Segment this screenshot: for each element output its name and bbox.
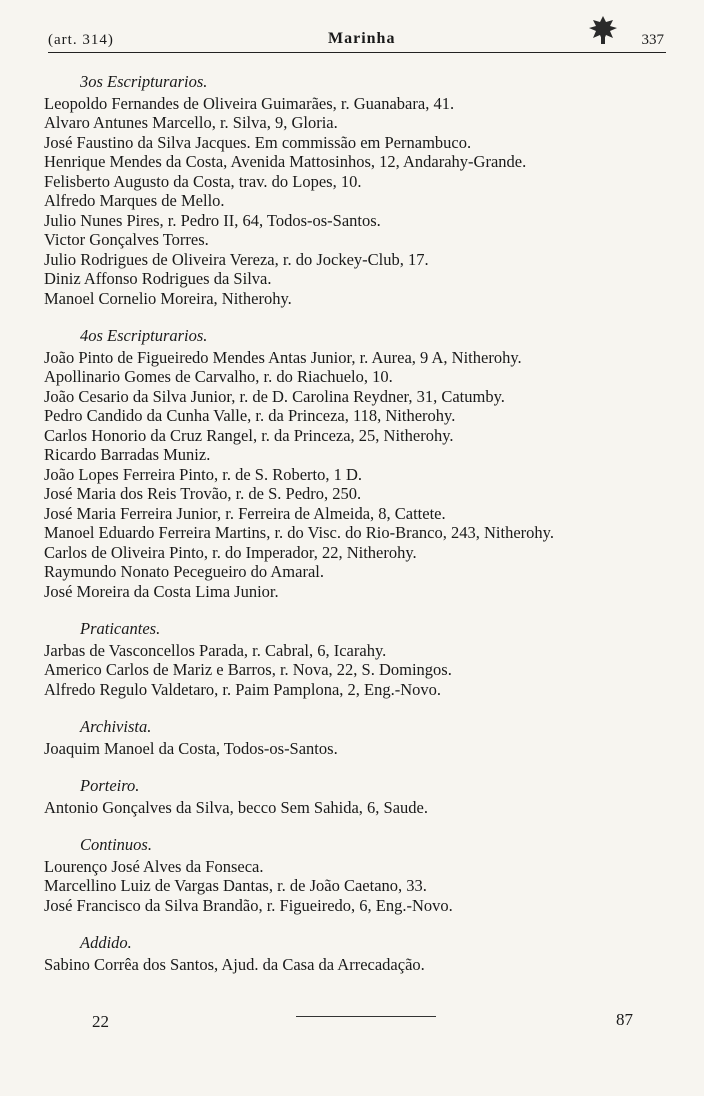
entry-line: José Faustino da Silva Jacques. Em commissão em Pernambuco.: [44, 132, 472, 152]
entry-line: Ricardo Barradas Muniz.: [44, 445, 211, 464]
entry-line: Jarbas de Vasconcellos Parada, r. Cabral, 6, Icarahy.: [44, 640, 387, 660]
section-heading: Praticantes.: [80, 619, 161, 638]
section: [44, 835, 684, 915]
entry-line: Alfredo Regulo Valdetaro, r. Paim Pamplona, 2, Eng.-Novo.: [44, 679, 442, 699]
entry-line: Lourenço José Alves da Fonseca.: [44, 856, 264, 876]
entry-line: Alvaro Antunes Marcello, r. Silva, 9, Gloria.: [44, 113, 338, 132]
article-reference: (art. 314): [48, 32, 114, 48]
entry-line: Marcellino Luiz de Vargas Dantas, r. de João Caetano, 33.: [44, 876, 427, 895]
entry-line: Alfredo Marques de Mello.: [44, 191, 225, 210]
entry-line: Apollinario Gomes de Carvalho, r. do Riachuelo, 10.: [44, 367, 393, 386]
entry-line: Sabino Corrêa dos Santos, Ajud. da Casa da Arrecadação.: [44, 954, 425, 974]
entry-line: José Maria Ferreira Junior, r. Ferreira de Almeida, 8, Cattete.: [44, 503, 446, 523]
entry-line: Felisberto Augusto da Costa, trav. do Lopes, 10.: [44, 171, 362, 191]
emblem-icon: [586, 14, 620, 46]
entry-line: Pedro Candido da Cunha Valle, r. da Princeza, 118, Nitherohy.: [44, 406, 456, 425]
entry-line: Carlos Honorio da Cruz Rangel, r. da Princeza, 25, Nitherohy.: [44, 425, 454, 445]
header-rule: [48, 52, 666, 53]
entry-line: Raymundo Nonato Pecegueiro do Amaral.: [44, 562, 324, 581]
section: [44, 619, 684, 699]
entry-line: Americo Carlos de Mariz e Barros, r. Nova, 22, S. Domingos.: [44, 660, 452, 679]
section: [44, 72, 684, 308]
entry-line: Joaquim Manoel da Costa, Todos-os-Santos.: [44, 738, 338, 758]
entry-line: Victor Gonçalves Torres.: [44, 230, 209, 249]
entry-line: Carlos de Oliveira Pinto, r. do Imperador, 22, Nitherohy.: [44, 542, 417, 562]
entry-line: Manoel Eduardo Ferreira Martins, r. do Visc. do Rio-Branco, 243, Nitherohy.: [44, 523, 554, 542]
entry-line: Manoel Cornelio Moreira, Nitherohy.: [44, 288, 292, 308]
entry-line: João Pinto de Figueiredo Mendes Antas Junior, r. Aurea, 9 A, Nitherohy.: [44, 347, 522, 367]
entry-line: José Maria dos Reis Trovão, r. de S. Pedro, 250.: [44, 484, 362, 503]
signature-mark: 22: [92, 1012, 109, 1031]
section-heading: Archivista.: [80, 717, 152, 736]
page-title: Marinha: [328, 30, 396, 47]
entry-line: Julio Nunes Pires, r. Pedro II, 64, Todos-os-Santos.: [44, 210, 381, 230]
sheet-number: 87: [616, 1010, 633, 1029]
entry-line: Leopoldo Fernandes de Oliveira Guimarães, r. Guanabara, 41.: [44, 93, 455, 113]
section: [44, 717, 684, 758]
section-heading: 4os Escripturarios.: [80, 326, 208, 345]
section-heading: Continuos.: [80, 835, 152, 854]
section-heading: Porteiro.: [80, 776, 140, 795]
entry-line: João Cesario da Silva Junior, r. de D. Carolina Reydner, 31, Catumby.: [44, 386, 505, 406]
entry-line: José Moreira da Costa Lima Junior.: [44, 581, 279, 601]
section-heading: 3os Escripturarios.: [80, 72, 208, 91]
entry-line: Diniz Affonso Rodrigues da Silva.: [44, 269, 272, 288]
footer-rule: [296, 1016, 436, 1017]
entry-line: João Lopes Ferreira Pinto, r. de S. Roberto, 1 D.: [44, 464, 363, 484]
entry-line: Henrique Mendes da Costa, Avenida Mattosinhos, 12, Andarahy-Grande.: [44, 152, 527, 171]
page-body: [44, 72, 684, 992]
section: [44, 326, 684, 601]
entry-line: José Francisco da Silva Brandão, r. Figueiredo, 6, Eng.-Novo.: [44, 895, 453, 915]
entry-line: Antonio Gonçalves da Silva, becco Sem Sahida, 6, Saude.: [44, 797, 429, 817]
page-number: 337: [641, 32, 664, 48]
entry-line: Julio Rodrigues de Oliveira Vereza, r. do Jockey-Club, 17.: [44, 249, 429, 269]
section-heading: Addido.: [80, 933, 132, 952]
section: [44, 933, 684, 974]
section: [44, 776, 684, 817]
